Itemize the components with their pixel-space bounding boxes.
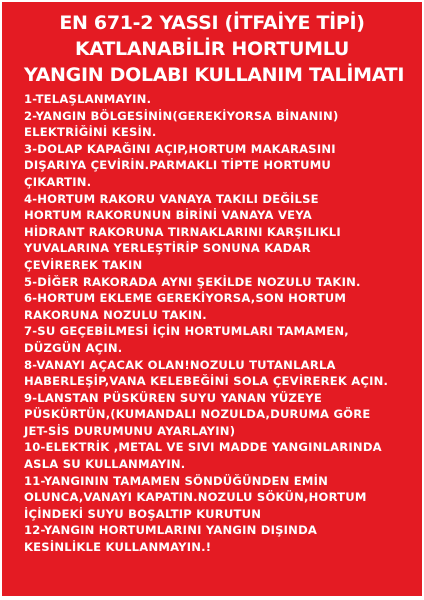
step-text: DIŞARIYA ÇEVİRİN.PARMAKLI TİPTE HORTUMU	[24, 158, 332, 173]
title-line: YANGIN DOLABI KULLANIM TALİMATI	[24, 64, 405, 86]
step-text: OLUNCA,VANAYI KAPATIN.NOZULU SÖKÜN,HORTUM	[24, 490, 367, 505]
step-text: RAKORUNA NOZULU TAKIN.	[24, 307, 207, 322]
step-text: 4-HORTUM RAKORU VANAYA TAKILI DEĞİLSE	[24, 191, 319, 206]
instruction-step	[24, 522, 412, 555]
title-line: KATLANABİLİR HORTUMLU	[75, 38, 349, 60]
step-text: 12-YANGIN HORTUMLARINI YANGIN DIŞINDA	[24, 523, 318, 538]
instruction-step	[24, 473, 412, 523]
step-text: 3-DOLAP KAPAĞINI AÇIP,HORTUM MAKARASINI	[24, 141, 336, 156]
step-text: JET-SİS DURUMUNU AYARLAYIN)	[24, 423, 236, 438]
instruction-step	[24, 108, 412, 141]
step-text: 9-LANSTAN PÜSKÜREN SUYU YANAN YÜZEYE	[24, 390, 322, 405]
step-text: HABERLEŞİP,VANA KELEBEĞİNİ SOLA ÇEVİREREK AÇIN.	[24, 374, 389, 389]
step-text: HİDRANT RAKORUNA TIRNAKLARINI KARŞILIKLI	[24, 224, 341, 239]
step-text: 6-HORTUM EKLEME GEREKİYORSA,SON HORTUM	[24, 291, 347, 306]
step-text: PÜSKÜRTÜN,(KUMANDALI NOZULDA,DURUMA GÖRE	[24, 407, 371, 422]
instruction-step	[24, 91, 412, 108]
step-text: 11-YANGININ TAMAMEN SÖNDÜĞÜNDEN EMİN	[24, 473, 329, 488]
step-text: 5-DİĞER RAKORADA AYNI ŞEKİLDE NOZULU TAKIN.	[24, 274, 361, 289]
step-text: 1-TELAŞLANMAYIN.	[24, 92, 152, 106]
step-text: ÇEVİREREK TAKIN	[24, 257, 143, 272]
step-text: 8-VANAYI AÇACAK OLAN!NOZULU TUTANLARLA	[24, 357, 336, 372]
step-text: 7-SU GEÇEBİLMESİ İÇİN HORTUMLARI TAMAMEN,	[24, 324, 349, 339]
instruction-step	[24, 274, 412, 291]
instruction-step	[24, 290, 412, 323]
step-text: HORTUM RAKORUNUN BİRİNİ VANAYA VEYA	[24, 208, 312, 223]
step-text: 10-ELEKTRİK ,METAL VE SIVI MADDE YANGINLARINDA	[24, 440, 382, 455]
instruction-steps	[24, 91, 412, 556]
instruction-step	[24, 191, 412, 274]
sign-title	[24, 10, 412, 88]
step-text: İÇİNDEKİ SUYU BOŞALTIP KURUTUN	[24, 506, 262, 521]
instruction-step	[24, 141, 412, 191]
instruction-sign	[2, 2, 422, 596]
title-line: EN 671-2 YASSI (İTFAİYE TİPİ)	[59, 12, 365, 34]
step-text: 2-YANGIN BÖLGESİNİN(GEREKİYORSA BİNANIN)	[24, 108, 339, 123]
instruction-step	[24, 323, 412, 356]
instruction-step	[24, 390, 412, 440]
step-text: KESİNLİKLE KULLANMAYIN.!	[24, 540, 212, 555]
step-text: ÇIKARTIN.	[24, 174, 92, 189]
instruction-step	[24, 439, 412, 472]
step-text: ELEKTRİĞİNİ KESİN.	[24, 125, 157, 140]
step-text: YUVALARINA YERLEŞTİRİP SONUNA KADAR	[24, 241, 311, 256]
instruction-step	[24, 357, 412, 390]
step-text: ASLA SU KULLANMAYIN.	[24, 457, 186, 472]
step-text: DÜZGÜN AÇIN.	[24, 340, 123, 355]
